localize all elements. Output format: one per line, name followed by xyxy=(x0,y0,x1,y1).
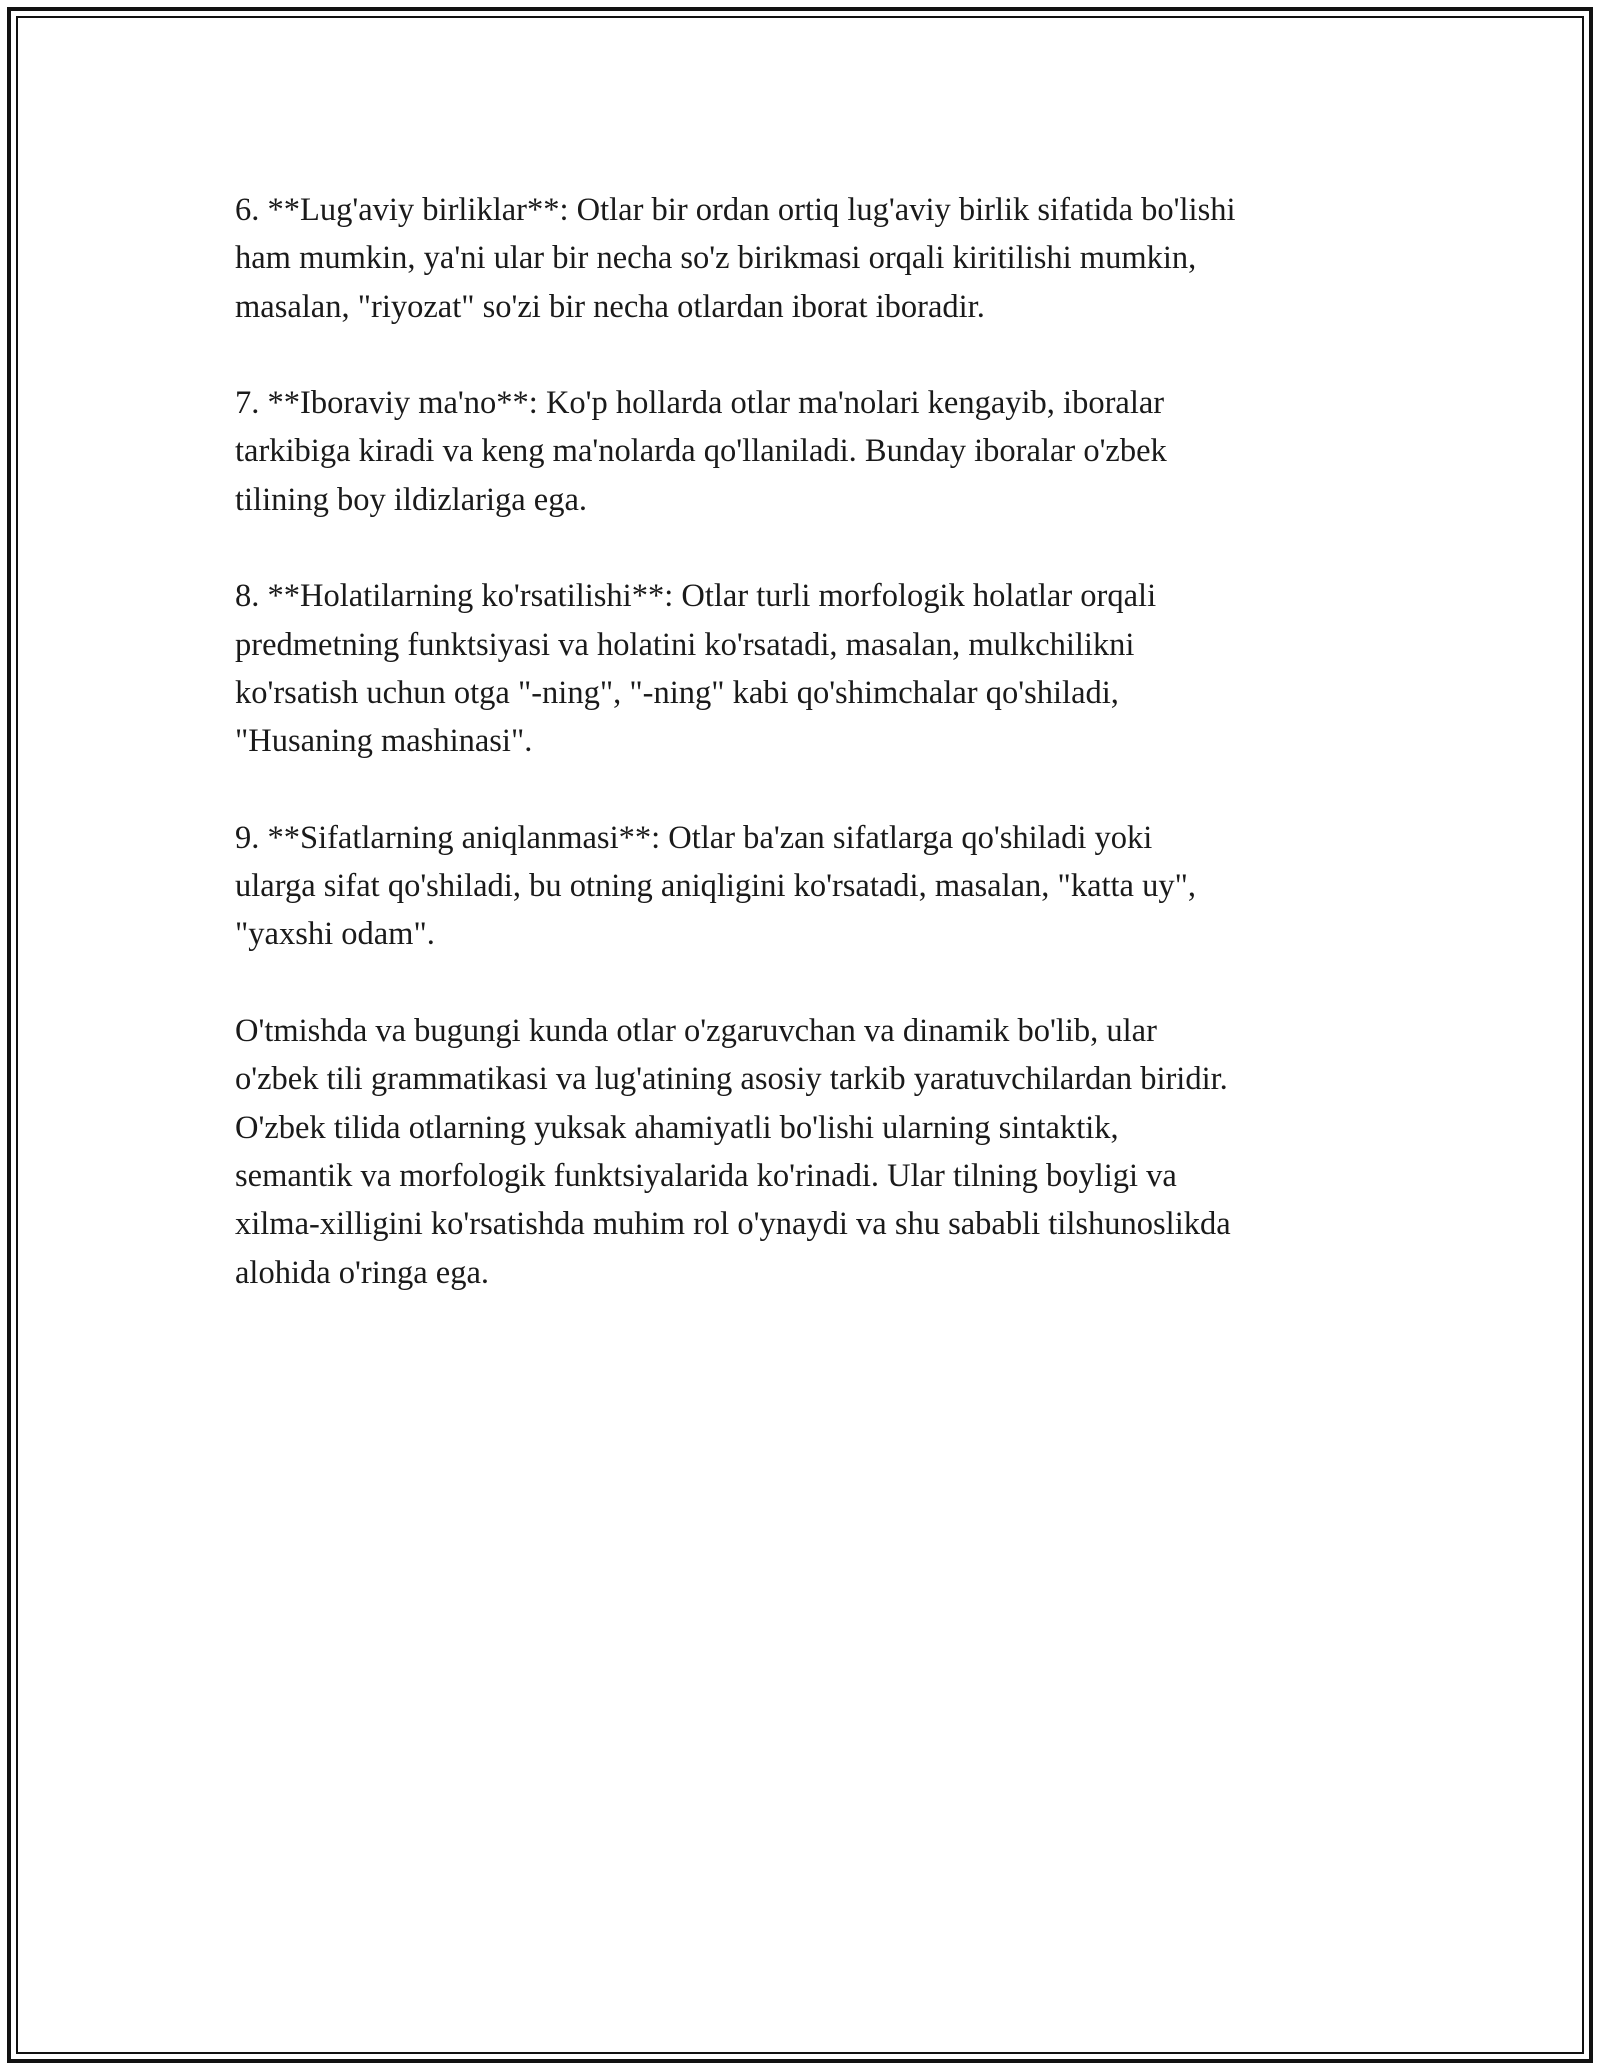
paragraph-iboraviy-mano xyxy=(235,379,1385,524)
text-line: masalan, "riyozat" so'zi bir necha otlardan iborat iboradir. xyxy=(235,288,985,325)
text-line: 7. **Iboraviy ma'no**: Ko'p hollarda otlar ma'nolari kengayib, iboralar xyxy=(235,385,1165,422)
text-line: 6. **Lug'aviy birliklar**: Otlar bir ordan ortiq lug'aviy birlik sifatida bo'lishi xyxy=(235,192,1236,228)
text-line: o'zbek tili grammatikasi va lug'atining asosiy tarkib yaratuvchilardan biridir. xyxy=(235,1061,1228,1098)
paragraph-lugaviy-birliklar xyxy=(235,186,1385,331)
text-line: semantik va morfologik funktsiyalarida ko'rinadi. Ular tilning boyligi va xyxy=(235,1157,1177,1194)
text-line: ko'rsatish uchun otga "-ning", "-ning" kabi qo'shimchalar qo'shiladi, xyxy=(235,674,1119,711)
text-line: "Husaning mashinasi". xyxy=(235,723,533,760)
text-line: O'tmishda va bugungi kunda otlar o'zgaruvchan va dinamik bo'lib, ular xyxy=(235,1013,1157,1050)
text-line: predmetning funktsiyasi va holatini ko'rsatadi, masalan, mulkchilikni xyxy=(235,626,1135,663)
text-line: xilma-xilligini ko'rsatishda muhim rol o'ynaydi va shu sababli tilshunoslikda xyxy=(235,1206,1231,1243)
text-line: "yaxshi odam". xyxy=(235,916,435,953)
paragraph-holatilarning-korsatilishi xyxy=(235,572,1385,765)
text-line: tilining boy ildizlariga ega. xyxy=(235,481,587,518)
text-line: tarkibiga kiradi va keng ma'nolarda qo'llaniladi. Bunday iboralar o'zbek xyxy=(235,433,1167,470)
text-line: ularga sifat qo'shiladi, bu otning aniqligini ko'rsatadi, masalan, "katta uy", xyxy=(235,868,1197,905)
text-line: 8. **Holatilarning ko'rsatilishi**: Otlar turli morfologik holatlar orqali xyxy=(235,578,1157,615)
text-line: 9. **Sifatlarning aniqlanmasi**: Otlar ba'zan sifatlarga qo'shiladi yoki xyxy=(235,819,1153,856)
document-body xyxy=(235,186,1385,1345)
paragraph-sifatlarning-aniqlanmasi xyxy=(235,814,1385,959)
text-line: ham mumkin, ya'ni ular bir necha so'z birikmasi orqali kiritilishi mumkin, xyxy=(235,240,1197,277)
paragraph-conclusion xyxy=(235,1007,1385,1297)
text-line: O'zbek tilida otlarning yuksak ahamiyatli bo'lishi ularning sintaktik, xyxy=(235,1109,1119,1146)
text-line: alohida o'ringa ega. xyxy=(235,1254,490,1291)
